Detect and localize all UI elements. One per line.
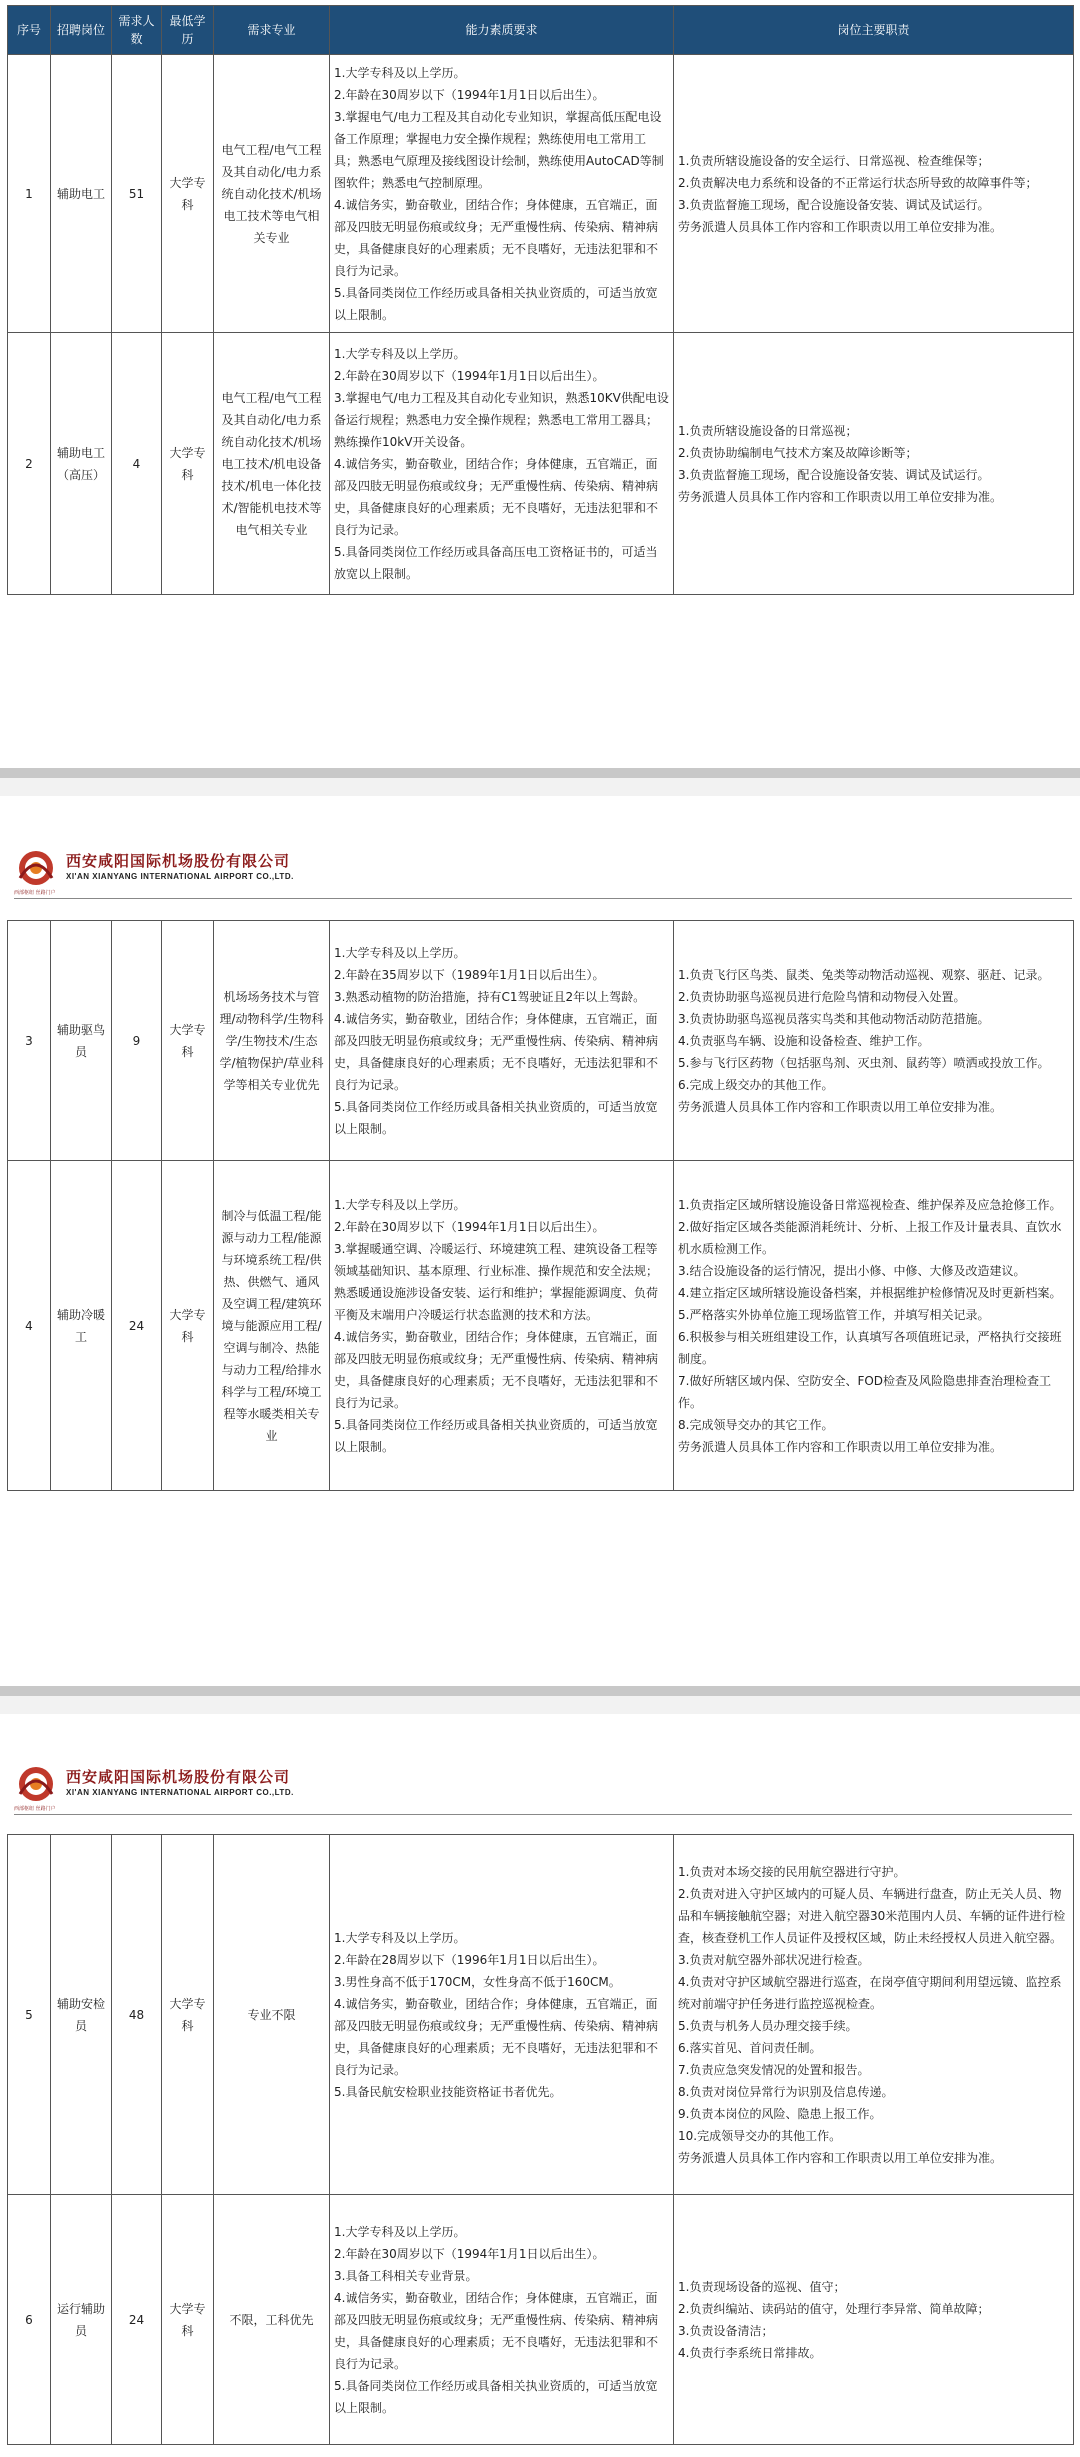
duty-item: 3.负责对航空器外部状况进行检查。 [678,1952,870,1967]
requirement-item: 5.具备同类岗位工作经历或具备相关执业资质的，可适当放宽以上限制。 [334,1099,658,1136]
row-position: 辅助驱鸟员 [51,921,112,1161]
requirement-item: 4.诚信务实，勤奋敬业，团结合作；身体健康，五官端正，面部及四肢无明显伤痕或纹身；无严重慢性病、传染病、精神病史，具备健康良好的心理素质；无不良嗜好，无违法犯罪和不良行为记录。 [334,1011,659,1092]
page-separator [0,768,1080,796]
duty-item: 4.建立指定区域所辖设施设备档案，并根据维护检修情况及时更新档案。 [678,1285,1062,1300]
requirement-item: 5.具备同类岗位工作经历或具备相关执业资质的，可适当放宽以上限制。 [334,2378,658,2415]
row-count: 51 [112,55,162,333]
company-name-en: XI'AN XIANYANG INTERNATIONAL AIRPORT CO.,LTD. [66,872,294,881]
page-2 [0,796,1080,1676]
header-education: 最低学历 [162,6,214,55]
requirement-item: 3.掌握电气/电力工程及其自动化专业知识，掌握高低压配电设备工作原理；掌握电力安全操作规程；熟练使用电工常用工具；熟悉电气原理及接线图设计绘制，熟练使用AutoCAD等制图软件；熟悉电气控制原理。 [334,109,664,190]
header-divider [14,1814,1072,1815]
duty-item: 2.负责协助编制电气技术方案及故障诊断等； [678,445,918,460]
header-requirements: 能力素质要求 [330,6,674,55]
company-name-cn: 西安咸阳国际机场股份有限公司 [66,852,291,870]
requirement-item: 1.大学专科及以上学历。 [334,346,466,361]
requirement-item: 3.熟悉动植物的防治措施，持有C1驾驶证且2年以上驾龄。 [334,989,646,1004]
duty-item: 2.负责对进入守护区域内的可疑人员、车辆进行盘查，防止无关人员、物品和车辆接触航空器；对进入航空器30米范围内人员、车辆的证件进行检查，核查登机工作人员证件及授权区域，防止未经授权人员进入航空器。 [678,1886,1066,1945]
row-position: 辅助冷暖工 [51,1161,112,1491]
row-requirements [330,1835,674,2195]
header-no: 序号 [8,6,51,55]
row-major: 专业不限 [214,1835,330,2195]
requirement-item: 2.年龄在30周岁以下（1994年1月1日以后出生）。 [334,368,605,383]
company-header [14,1764,1074,1814]
duty-item: 6.完成上级交办的其他工作。 [678,1077,834,1092]
requirement-item: 2.年龄在30周岁以下（1994年1月1日以后出生）。 [334,87,605,102]
duty-item: 2.做好指定区域各类能源消耗统计、分析、上报工作及计量表具、直饮水机水质检测工作。 [678,1219,1062,1256]
row-position: 运行辅助员 [51,2195,112,2445]
row-major: 不限，工科优先 [214,2195,330,2445]
company-name-en: XI'AN XIANYANG INTERNATIONAL AIRPORT CO.,LTD. [66,1788,294,1797]
duty-item: 4.负责驱鸟车辆、设施和设备检查、维护工作。 [678,1033,930,1048]
header-major: 需求专业 [214,6,330,55]
row-education: 大学专科 [162,1835,214,2195]
row-no: 6 [8,2195,51,2445]
duty-item: 3.负责监督施工现场，配合设施设备安装、调试及试运行。 [678,467,990,482]
requirement-item: 1.大学专科及以上学历。 [334,2224,466,2239]
row-position: 辅助电工 [51,55,112,333]
requirement-item: 1.大学专科及以上学历。 [334,945,466,960]
duty-item: 劳务派遣人员具体工作内容和工作职责以用工单位安排为准。 [678,489,1003,504]
table-row [8,2195,1074,2445]
row-requirements [330,921,674,1161]
duty-item: 8.负责对岗位异常行为识别及信息传递。 [678,2084,894,2099]
duty-item: 10.完成领导交办的其他工作。 [678,2128,842,2143]
duty-item: 1.负责对本场交接的民用航空器进行守护。 [678,1864,906,1879]
duty-item: 3.负责设备清洁； [678,2323,774,2338]
duty-item: 6.落实首见、首问责任制。 [678,2040,822,2055]
row-count: 24 [112,1161,162,1491]
requirement-item: 1.大学专科及以上学历。 [334,1197,466,1212]
row-count: 9 [112,921,162,1161]
requirement-item: 2.年龄在28周岁以下（1996年1月1日以后出生）。 [334,1952,605,1967]
duty-item: 1.负责所辖设施设备的日常巡视； [678,423,858,438]
row-count: 48 [112,1835,162,2195]
duty-item: 1.负责现场设备的巡视、值守； [678,2279,846,2294]
requirement-item: 2.年龄在35周岁以下（1989年1月1日以后出生）。 [334,967,605,982]
row-count: 24 [112,2195,162,2445]
row-duties [674,1161,1074,1491]
row-requirements [330,333,674,595]
requirement-item: 3.具备工科相关专业背景。 [334,2268,478,2283]
duty-item: 劳务派遣人员具体工作内容和工作职责以用工单位安排为准。 [678,1439,1003,1454]
page-3 [0,1714,1080,2457]
table-row [8,333,1074,595]
duty-item: 1.负责所辖设施设备的安全运行、日常巡视、检查维保等； [678,153,990,168]
airport-logo-icon [14,1764,58,1804]
duty-item: 1.负责指定区域所辖设施设备日常巡视检查、维护保养及应急抢修工作。 [678,1197,1062,1212]
duty-item: 3.结合设施设备的运行情况，提出小修、中修、大修及改造建议。 [678,1263,1026,1278]
duty-item: 2.负责解决电力系统和设备的不正常运行状态所导致的故障事件等； [678,175,1038,190]
duty-item: 2.负责协助驱鸟巡视员进行危险鸟情和动物侵入处置。 [678,989,966,1004]
duty-item: 8.完成领导交办的其它工作。 [678,1417,834,1432]
recruitment-table-page-2 [7,920,1074,1491]
row-education: 大学专科 [162,921,214,1161]
row-no: 4 [8,1161,51,1491]
row-education: 大学专科 [162,2195,214,2445]
requirement-item: 3.男性身高不低于170CM，女性身高不低于160CM。 [334,1974,621,1989]
requirement-item: 4.诚信务实，勤奋敬业，团结合作；身体健康，五官端正，面部及四肢无明显伤痕或纹身；无严重慢性病、传染病、精神病史，具备健康良好的心理素质；无不良嗜好，无违法犯罪和不良行为记录。 [334,456,659,537]
company-tagline: 西部枢纽 丝路门户 [14,890,56,896]
row-requirements [330,55,674,333]
duty-item: 4.负责对守护区域航空器进行巡查，在岗亭值守期间利用望远镜、监控系统对前端守护任务进行监控巡视检查。 [678,1974,1062,2011]
duty-item: 3.负责协助驱鸟巡视员落实鸟类和其他动物活动防范措施。 [678,1011,990,1026]
row-count: 4 [112,333,162,595]
row-duties [674,2195,1074,2445]
row-major: 电气工程/电气工程及其自动化/电力系统自动化技术/机场电工技术/机电设备技术/机电一体化技术/智能机电技术等电气相关专业 [214,333,330,595]
row-education: 大学专科 [162,1161,214,1491]
requirement-item: 1.大学专科及以上学历。 [334,1930,466,1945]
duty-item: 1.负责飞行区鸟类、鼠类、兔类等动物活动巡视、观察、驱赶、记录。 [678,967,1050,982]
duty-item: 4.负责行李系统日常排故。 [678,2345,822,2360]
row-no: 5 [8,1835,51,2195]
requirement-item: 1.大学专科及以上学历。 [334,65,466,80]
company-tagline: 西部枢纽 丝路门户 [14,1806,56,1812]
header-position: 招聘岗位 [51,6,112,55]
duty-item: 3.负责监督施工现场，配合设施设备安装、调试及试运行。 [678,197,990,212]
row-education: 大学专科 [162,333,214,595]
row-major: 机场场务技术与管理/动物科学/生物科学/生物技术/生态学/植物保护/草业科学等相关专业优先 [214,921,330,1161]
requirement-item: 5.具备同类岗位工作经历或具备高压电工资格证书的，可适当放宽以上限制。 [334,544,658,581]
row-no: 2 [8,333,51,595]
duty-item: 劳务派遣人员具体工作内容和工作职责以用工单位安排为准。 [678,2150,1003,2165]
requirement-item: 4.诚信务实，勤奋敬业，团结合作；身体健康，五官端正，面部及四肢无明显伤痕或纹身；无严重慢性病、传染病、精神病史，具备健康良好的心理素质；无不良嗜好，无违法犯罪和不良行为记录。 [334,1329,659,1410]
recruitment-table-page-1 [7,5,1074,595]
duty-item: 5.严格落实外协单位施工现场监管工作，并填写相关记录。 [678,1307,990,1322]
row-duties [674,1835,1074,2195]
requirement-item: 5.具备同类岗位工作经历或具备相关执业资质的，可适当放宽以上限制。 [334,285,658,322]
company-name-cn: 西安咸阳国际机场股份有限公司 [66,1768,291,1786]
requirement-item: 2.年龄在30周岁以下（1994年1月1日以后出生）。 [334,1219,605,1234]
requirement-item: 4.诚信务实，勤奋敬业，团结合作；身体健康，五官端正，面部及四肢无明显伤痕或纹身；无严重慢性病、传染病、精神病史，具备健康良好的心理素质；无不良嗜好，无违法犯罪和不良行为记录。 [334,197,659,278]
duty-item: 7.负责应急突发情况的处置和报告。 [678,2062,870,2077]
table-row [8,921,1074,1161]
requirement-item: 3.掌握暖通空调、冷暖运行、环境建筑工程、建筑设备工程等领域基础知识、基本原理、行业标准、操作规范和安全法规；熟悉暖通设施涉设备安装、运行和维护；掌握能源调度、负荷平衡及末端用户冷暖运行状态监测的技术和方法。 [334,1241,659,1322]
requirement-item: 3.掌握电气/电力工程及其自动化专业知识，熟悉10KV供配电设备运行规程；熟悉电力安全操作规程；熟悉电工常用工器具；熟练操作10kV开关设备。 [334,390,669,449]
header-duties: 岗位主要职责 [674,6,1074,55]
row-education: 大学专科 [162,55,214,333]
duty-item: 劳务派遣人员具体工作内容和工作职责以用工单位安排为准。 [678,1099,1003,1114]
duty-item: 7.做好所辖区域内保、空防安全、FOD检查及风险隐患排查治理检查工作。 [678,1373,1052,1410]
duty-item: 6.积极参与相关班组建设工作，认真填写各项值班记录，严格执行交接班制度。 [678,1329,1062,1366]
row-duties [674,921,1074,1161]
row-no: 3 [8,921,51,1161]
duty-item: 5.参与飞行区药物（包括驱鸟剂、灭虫剂、鼠药等）喷洒或投放工作。 [678,1055,1050,1070]
requirement-item: 4.诚信务实，勤奋敬业，团结合作；身体健康，五官端正，面部及四肢无明显伤痕或纹身；无严重慢性病、传染病、精神病史，具备健康良好的心理素质；无不良嗜好，无违法犯罪和不良行为记录。 [334,2290,659,2371]
row-duties [674,55,1074,333]
header-count: 需求人数 [112,6,162,55]
row-no: 1 [8,55,51,333]
requirement-item: 2.年龄在30周岁以下（1994年1月1日以后出生）。 [334,2246,605,2261]
requirement-item: 4.诚信务实，勤奋敬业，团结合作；身体健康，五官端正，面部及四肢无明显伤痕或纹身；无严重慢性病、传染病、精神病史，具备健康良好的心理素质；无不良嗜好，无违法犯罪和不良行为记录。 [334,1996,659,2077]
company-header [14,848,1074,898]
header-divider [14,898,1072,899]
airport-logo-icon [14,848,58,888]
duty-item: 劳务派遣人员具体工作内容和工作职责以用工单位安排为准。 [678,219,1003,234]
requirement-item: 5.具备民航安检职业技能资格证书者优先。 [334,2084,562,2099]
row-position: 辅助安检员 [51,1835,112,2195]
page-separator [0,1686,1080,1714]
requirement-item: 5.具备同类岗位工作经历或具备相关执业资质的，可适当放宽以上限制。 [334,1417,658,1454]
table-row [8,55,1074,333]
row-requirements [330,1161,674,1491]
table-row [8,1161,1074,1491]
recruitment-table-page-3 [7,1834,1074,2445]
table-header-row [8,6,1074,55]
row-major: 电气工程/电气工程及其自动化/电力系统自动化技术/机场电工技术等电气相关专业 [214,55,330,333]
duty-item: 2.负责纠编站、读码站的值守，处理行李异常、简单故障； [678,2301,990,2316]
page-1 [0,0,1080,780]
row-position: 辅助电工（高压） [51,333,112,595]
row-duties [674,333,1074,595]
row-requirements [330,2195,674,2445]
table-row [8,1835,1074,2195]
duty-item: 5.负责与机务人员办理交接手续。 [678,2018,858,2033]
row-major: 制冷与低温工程/能源与动力工程/能源与环境系统工程/供热、供燃气、通风及空调工程/建筑环境与能源应用工程/空调与制冷、热能与动力工程/给排水科学与工程/环境工程等水暖类相关专业 [214,1161,330,1491]
duty-item: 9.负责本岗位的风险、隐患上报工作。 [678,2106,882,2121]
